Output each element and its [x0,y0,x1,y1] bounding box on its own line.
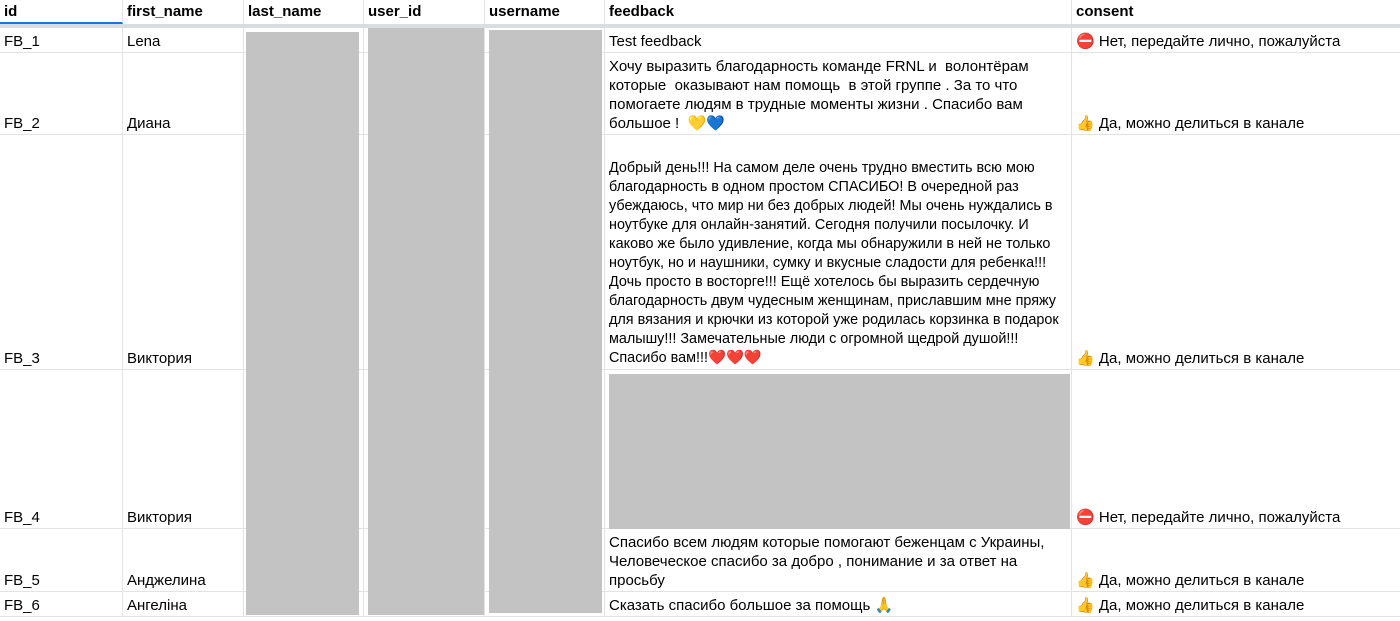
cell-first-name[interactable]: Диана [123,53,244,134]
redacted-feedback-block [609,374,1070,529]
cell-feedback[interactable]: Сказать спасибо большое за помощь 🙏 [605,592,1072,616]
cell-first-name[interactable]: Ангеліна [123,592,244,616]
header-last-name[interactable]: last_name [244,0,364,24]
thumbs-up-icon: 👍 [1076,349,1095,367]
consent-label: Нет, передайте лично, пожалуйста [1098,509,1341,526]
consent-label: Да, можно делиться в канале [1098,350,1305,367]
consent-label: Да, можно делиться в канале [1098,115,1305,132]
header-row [0,0,1400,28]
table-row [0,592,1400,617]
redacted-username-block [489,30,602,613]
header-user-id[interactable]: user_id [364,0,485,24]
cell-first-name[interactable]: Виктория [123,135,244,369]
cell-first-name[interactable]: Виктория [123,370,244,528]
no-entry-icon: ⛔ [1076,32,1095,50]
cell-id[interactable]: FB_1 [0,28,123,52]
header-username[interactable]: username [485,0,605,24]
header-consent[interactable]: consent [1076,3,1134,20]
table-row [0,28,1400,53]
thumbs-up-icon: 👍 [1076,571,1095,589]
header-first-name[interactable]: first_name [123,0,244,24]
cell-id[interactable]: FB_4 [0,370,123,528]
thumbs-up-icon: 👍 [1076,114,1095,132]
consent-label: Да, можно делиться в канале [1098,597,1305,614]
header-id[interactable]: id [0,0,123,24]
cell-consent[interactable] [1072,53,1400,134]
cell-consent[interactable] [1072,135,1400,369]
cell-first-name[interactable]: Lena [123,28,244,52]
feedback-text: Добрый день!!! На самом деле очень трудно вместить всю мою благодарность в одном простом СПАСИБО! В очередной раз убеждаюсь, что мир ни без добрых людей! Мы очень нуждались в ноутбуке для онлайн-занятий. Сегодня получили посылочку. И каково же было удивление, когда мы обнаружили в ней не только ноутбук, но и наушники, сумку и вкусные сладости для ребенка!!! Дочь просто в восторге!!! Ещё хотелось бы выразить сердечную благодарность двум чудесным женщинам, приславшим мне пряжу для вязания и крючки из которой уже родилась корзинка в подарок малышу!!! Замечательные люди с огромной щедрой душой!!! Спасибо вам!!!❤️❤️❤️ [609,160,1063,366]
cell-consent[interactable] [1072,28,1400,52]
cell-feedback[interactable] [605,53,1072,134]
cell-consent[interactable] [1072,529,1400,591]
cell-first-name[interactable]: Анджелина [123,529,244,591]
cell-id[interactable]: FB_2 [0,53,123,134]
header-feedback[interactable]: feedback [605,0,1072,24]
cell-consent[interactable] [1072,370,1400,528]
redacted-last-name-block [246,32,359,615]
consent-label: Нет, передайте лично, пожалуйста [1098,33,1341,50]
consent-label: Да, можно делиться в канале [1098,572,1305,589]
cell-feedback[interactable] [605,135,1072,369]
cell-consent[interactable] [1072,592,1400,616]
feedback-text: Спасибо всем людям которые помогают беженцам с Украины, Человеческое спасибо за добро , понимание и за ответ на просьбу [609,534,1049,589]
cell-feedback[interactable]: Test feedback [605,28,1072,52]
cell-feedback[interactable] [605,529,1072,591]
cell-id[interactable]: FB_3 [0,135,123,369]
no-entry-icon: ⛔ [1076,508,1095,526]
table-row [0,135,1400,370]
cell-id[interactable]: FB_5 [0,529,123,591]
thumbs-up-icon: 👍 [1076,596,1095,614]
redacted-user-id-block [368,28,484,615]
table-row [0,529,1400,592]
cell-id[interactable]: FB_6 [0,592,123,616]
feedback-text: Хочу выразить благодарность команде FRNL и волонтёрам которые оказывают нам помощь в этой группе . За то что помогаете людям в трудные моменты жизни . Спасибо вам большое ! 💛💙 [609,58,1033,132]
table-row [0,53,1400,135]
